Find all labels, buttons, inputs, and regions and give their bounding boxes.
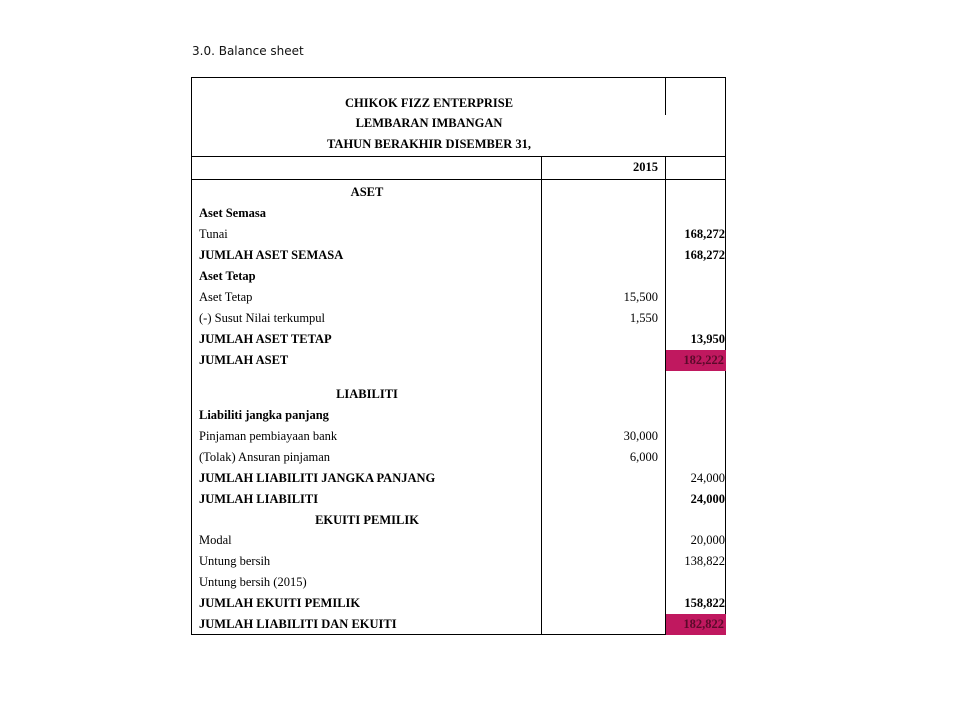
row-untung-bersih: Untung bersih 138,822 [199, 554, 725, 568]
subheading-aset-tetap: Aset Tetap [199, 269, 256, 283]
row-jumlah-liabiliti: JUMLAH LIABILITI 24,000 [199, 492, 725, 506]
statement-title: LEMBARAN IMBANGAN [355, 116, 503, 130]
row-tunai: Tunai 168,272 [199, 227, 725, 241]
balance-sheet-table [191, 77, 726, 635]
section-heading-aset: ASET [350, 185, 384, 199]
row-jumlah-aset: JUMLAH ASET 182,222 [192, 350, 727, 371]
row-susut-nilai: (-) Susut Nilai terkumpul 1,550 [199, 311, 658, 325]
row-untung-bersih-2015: Untung bersih (2015) [199, 575, 307, 589]
row-jumlah-aset-tetap: JUMLAH ASET TETAP 13,950 [192, 329, 727, 350]
highlighted-total: 182,222 [666, 350, 726, 371]
header-bottom-rule [192, 156, 725, 157]
highlighted-total: 182,822 [666, 614, 726, 635]
row-pinjaman: Pinjaman pembiayaan bank 30,000 [199, 429, 658, 443]
slide-title: 3.0. Balance sheet [192, 44, 304, 58]
section-heading-ekuiti: EKUITI PEMILIK [315, 513, 419, 527]
row-jumlah-liabiliti-ekuiti: JUMLAH LIABILITI DAN EKUITI 182,822 [192, 614, 727, 635]
period-label: TAHUN BERAKHIR DISEMBER 31, [327, 137, 531, 151]
row-jumlah-ekuiti: JUMLAH EKUITI PEMILIK 158,822 [192, 593, 727, 614]
year-header: 2015 [633, 160, 658, 174]
row-jumlah-aset-semasa: JUMLAH ASET SEMASA 168,272 [199, 248, 725, 262]
year-bottom-rule [192, 179, 725, 180]
row-aset-tetap: Aset Tetap 15,500 [199, 290, 658, 304]
row-ansuran: (Tolak) Ansuran pinjaman 6,000 [199, 450, 658, 464]
subheading-aset-semasa: Aset Semasa [199, 206, 267, 220]
company-name: CHIKOK FIZZ ENTERPRISE [344, 96, 514, 110]
section-heading-liabiliti: LIABILITI [336, 387, 398, 401]
row-jumlah-liabiliti-jangka-panjang: JUMLAH LIABILITI JANGKA PANJANG 24,000 [199, 471, 725, 485]
subheading-liabiliti-jangka-panjang: Liabiliti jangka panjang [199, 408, 329, 422]
row-modal: Modal 20,000 [199, 533, 725, 547]
